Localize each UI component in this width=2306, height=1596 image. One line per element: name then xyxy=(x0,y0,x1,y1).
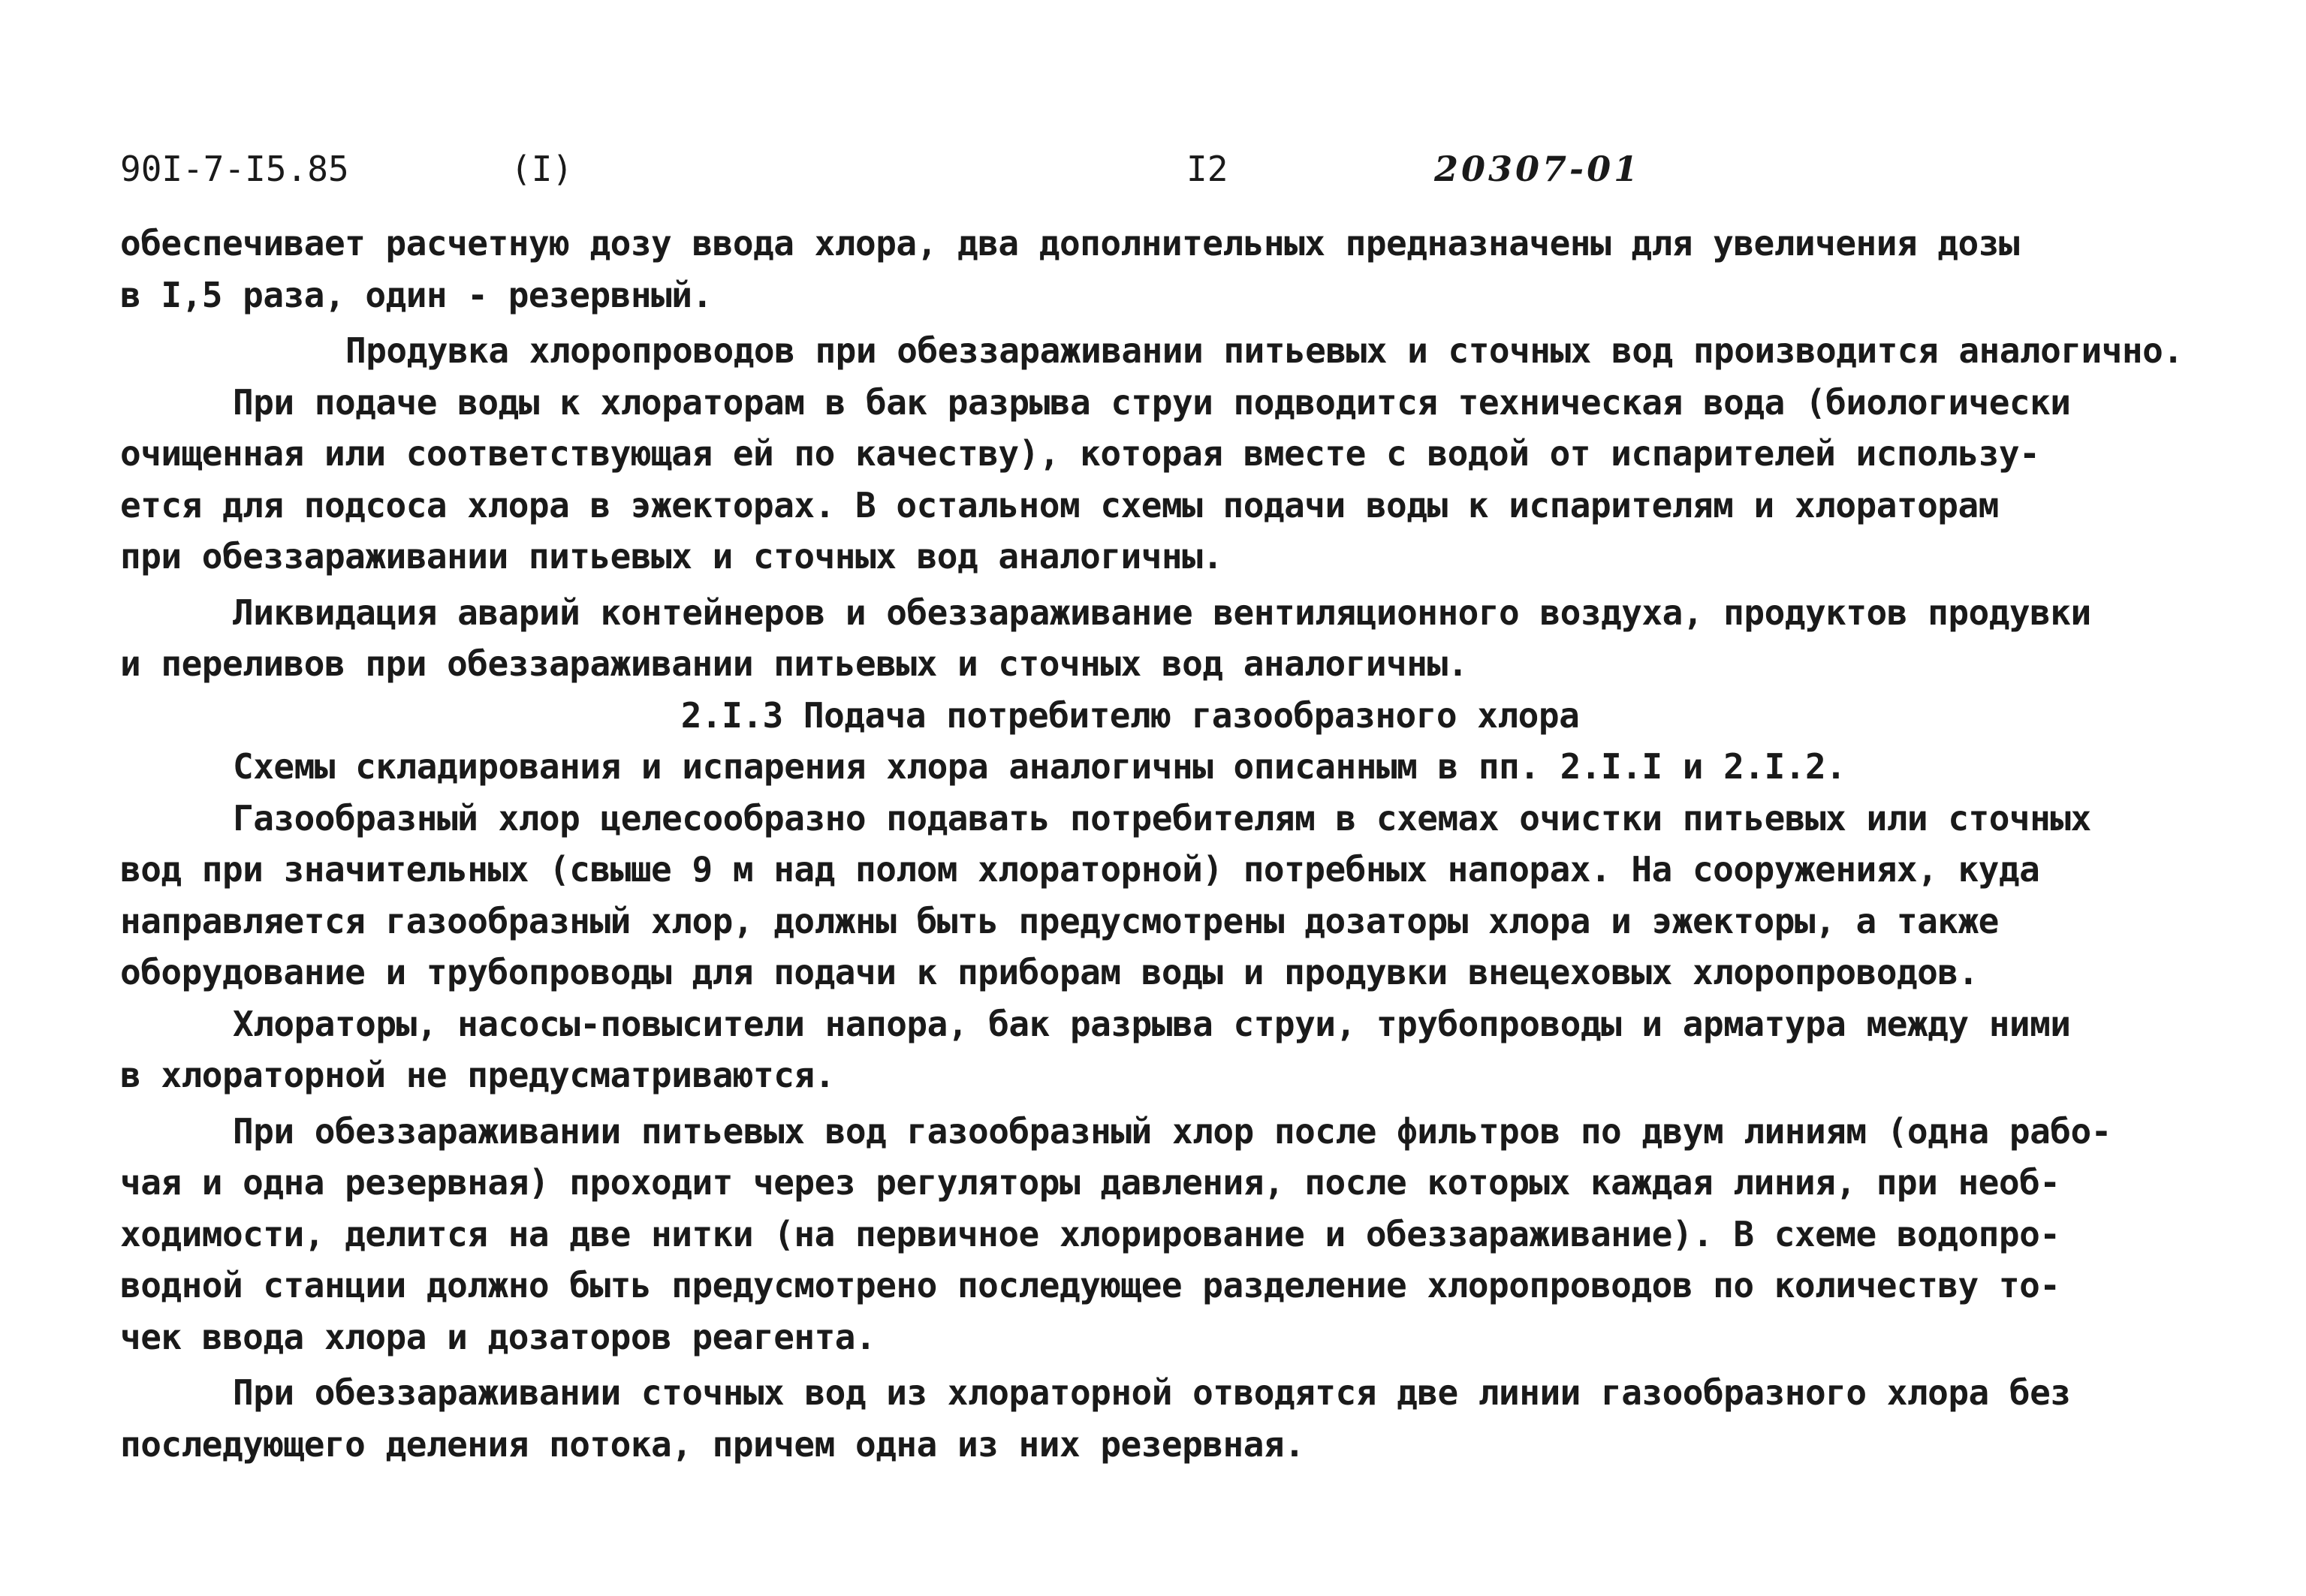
paragraph xyxy=(120,998,2208,1101)
text-line: Хлораторы, насосы-повысители напора, бак разрыва струи, трубопроводы и арматура между ними xyxy=(233,1003,2071,1044)
text-line: водной станции должно быть предусмотрено последующее разделение хлоропроводов по количеству то- xyxy=(120,1265,2060,1305)
paragraph xyxy=(120,741,2208,793)
text-line: чая и одна резервная) проходит через регуляторы давления, после которых каждая линия, при необ- xyxy=(120,1162,2060,1203)
text-line: последующего деления потока, причем одна из них резервная. xyxy=(120,1423,1305,1465)
text-line: При обеззараживании питьевых вод газообразный хлор после фильтров по двум линиям (одна рабо- xyxy=(233,1110,2112,1152)
document-code: 90I-7-I5.85 xyxy=(120,149,349,189)
text-line: вод при значительных (свыше 9 м над полом хлораторной) потребных напорах. На сооружениях, куда xyxy=(120,849,2040,890)
paragraph xyxy=(120,587,2208,690)
text-line: очищенная или соответствующая ей по качеству), которая вместе с водой от испарителей использу- xyxy=(120,433,2040,474)
text-line: направляется газообразный хлор, должны быть предусмотрены дозаторы хлора и эжекторы, а также xyxy=(120,900,1999,941)
paragraph xyxy=(120,218,2208,321)
text-line: в хлораторной не предусматриваются. xyxy=(120,1055,835,1095)
text-line: чек ввода хлора и дозаторов реагента. xyxy=(120,1316,876,1357)
page-number: I2 xyxy=(1186,149,1228,189)
text-line: и переливов при обеззараживании питьевых и сточных вод аналогичны. xyxy=(120,643,1468,684)
text-line: При обеззараживании сточных вод из хлораторной отводятся две линии газообразного хлора без xyxy=(233,1372,2071,1413)
text-line: Газообразный хлор целесообразно подавать потребителям в схемах очистки питьевых или сточных xyxy=(233,797,2091,839)
text-line: оборудование и трубопроводы для подачи к приборам воды и продувки внецеховых хлоропроводов. xyxy=(120,952,1979,992)
text-line: обеспечивает расчетную дозу ввода хлора, два дополнительных предназначены для увеличения дозы xyxy=(120,223,2020,263)
text-line: в I,5 раза, один - резервный. xyxy=(120,274,713,315)
text-line: Продувка хлоропроводов при обеззараживании питьевых и сточных вод производится аналогично. xyxy=(345,330,2184,371)
text-line: при обеззараживании питьевых и сточных вод аналогичны. xyxy=(120,536,1223,577)
paragraph xyxy=(120,325,2208,377)
text-line: При подаче воды к хлораторам в бак разрыва струи подводится техническая вода (биологически xyxy=(233,381,2071,423)
document-body xyxy=(120,218,2208,1470)
paragraph xyxy=(120,377,2208,583)
text-line: ходимости, делится на две нитки (на первичное хлорирование и обеззараживание). В схеме водопро- xyxy=(120,1213,2060,1254)
paragraph xyxy=(120,1106,2208,1363)
inventory-number: 20307-01 xyxy=(1434,149,1641,189)
section-heading: 2.I.3 Подача потребителю газообразного хлора xyxy=(680,694,1580,736)
text-line: Схемы складирования и испарения хлора аналогичны описанным в пп. 2.I.I и 2.I.2. xyxy=(233,746,1846,787)
page-header xyxy=(120,143,2193,195)
part-number: (I) xyxy=(511,149,574,189)
paragraph xyxy=(120,1367,2208,1470)
text-line: Ликвидация аварий контейнеров и обеззараживание вентиляционного воздуха, продуктов продувки xyxy=(233,592,2091,633)
text-line: ется для подсоса хлора в эжекторах. В остальном схемы подачи воды к испарителям и хлораторам xyxy=(120,484,1999,525)
paragraph xyxy=(120,793,2208,998)
